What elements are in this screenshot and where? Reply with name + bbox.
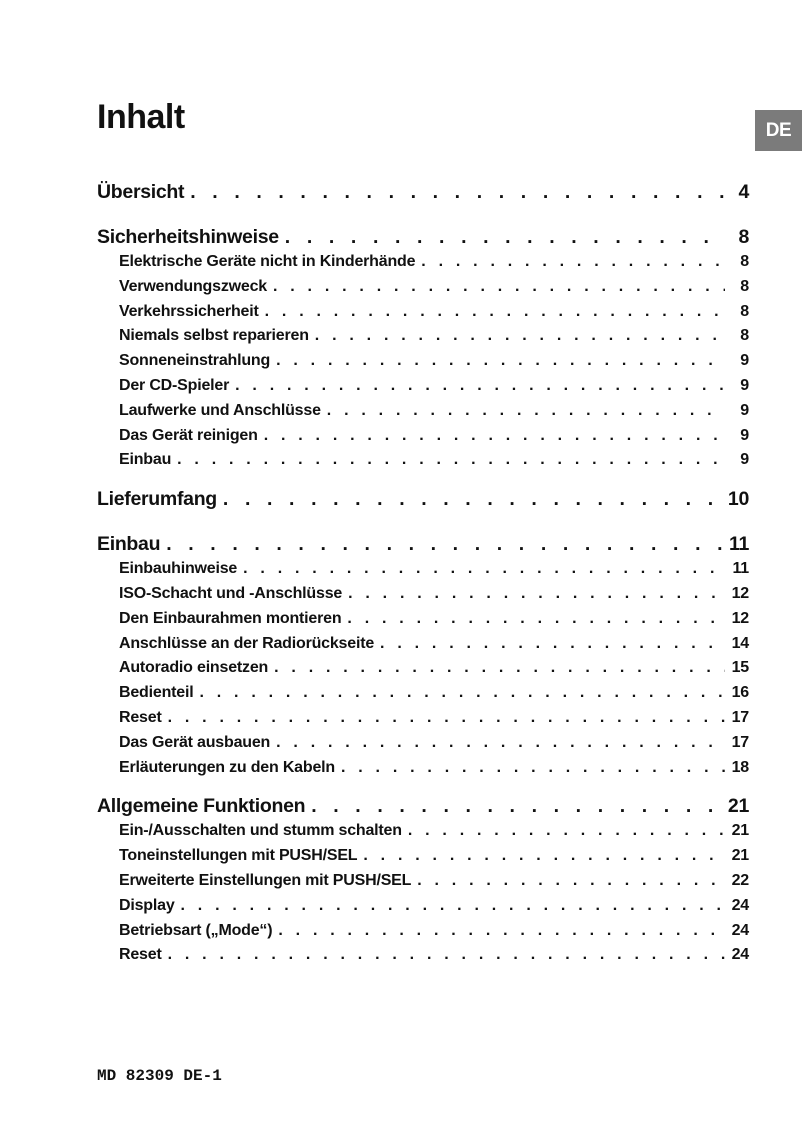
entry-label: Elektrische Geräte nicht in Kinderhände	[119, 253, 416, 270]
dot-leader	[199, 681, 725, 706]
entry-label: Anschlüsse an der Radiorückseite	[119, 634, 375, 652]
entry-label: Sonneneinstrahlung	[119, 352, 271, 370]
dot-leader	[278, 919, 725, 944]
page-number: 24	[731, 896, 749, 914]
toc-subentry[interactable]	[97, 844, 749, 869]
toc-section	[97, 486, 749, 512]
page-number: 9	[740, 376, 749, 394]
dot-leader	[327, 399, 725, 424]
page-number: 18	[731, 758, 749, 776]
toc-chapter-entry[interactable]	[97, 793, 749, 819]
toc-subentry[interactable]	[97, 250, 749, 275]
entry-label: Autoradio einsetzen	[119, 659, 269, 677]
dot-leader	[341, 756, 725, 781]
entry-label: Allgemeine Funktionen	[97, 795, 306, 818]
dot-leader	[223, 486, 722, 512]
page-number: 21	[731, 822, 749, 840]
entry-label: Lieferumfang	[97, 488, 217, 511]
toc-subentry[interactable]	[97, 582, 749, 607]
page-number: 8	[738, 226, 749, 248]
dot-leader	[264, 424, 725, 449]
toc-subentry[interactable]	[97, 756, 749, 781]
toc-subentry[interactable]	[97, 607, 749, 632]
entry-label: Bedienteil	[119, 684, 194, 702]
toc-subentry[interactable]	[97, 374, 749, 399]
dot-leader	[166, 531, 723, 557]
entry-label: Display	[119, 896, 175, 914]
entry-label: Einbau	[97, 533, 161, 556]
page-number: 17	[731, 733, 749, 751]
entry-label: Das Gerät reinigen	[119, 426, 258, 444]
page-number: 11	[732, 560, 749, 578]
page-number: 9	[740, 451, 749, 469]
dot-leader	[276, 731, 725, 756]
page-number: 21	[727, 795, 749, 818]
dot-leader	[190, 179, 725, 205]
language-tab: DE	[755, 110, 802, 151]
entry-label: Sicherheitshinweise	[97, 226, 279, 248]
entry-label: Verwendungszweck	[119, 277, 267, 295]
table-of-contents	[97, 179, 749, 968]
entry-label: Der CD-Spieler	[119, 376, 230, 394]
page-number: 16	[731, 684, 749, 702]
toc-section	[97, 531, 749, 780]
dot-leader	[276, 349, 725, 374]
dot-leader	[311, 793, 722, 819]
dot-leader	[421, 250, 725, 275]
toc-subentry[interactable]	[97, 424, 749, 449]
entry-label: Toneinstellungen mit PUSH/SEL	[119, 847, 358, 865]
toc-section	[97, 179, 749, 205]
toc-chapter-entry[interactable]	[97, 224, 749, 250]
dot-leader	[168, 706, 725, 731]
entry-label: Erläuterungen zu den Kabeln	[119, 758, 335, 776]
toc-subentry[interactable]	[97, 349, 749, 374]
toc-subentry[interactable]	[97, 448, 749, 473]
toc-section	[97, 224, 749, 473]
toc-subentry[interactable]	[97, 731, 749, 756]
page-number: 8	[740, 277, 749, 295]
toc-subentry[interactable]	[97, 681, 749, 706]
dot-leader	[168, 943, 725, 968]
entry-label: Reset	[119, 946, 162, 964]
page-title: Inhalt	[97, 98, 185, 136]
page-number: 9	[740, 426, 749, 444]
page-number: 12	[731, 609, 749, 627]
toc-chapter-entry[interactable]	[97, 486, 749, 512]
entry-label: Laufwerke und Anschlüsse	[119, 401, 321, 419]
toc-subentry[interactable]	[97, 894, 749, 919]
toc-subentry[interactable]	[97, 632, 749, 657]
page-number: 15	[731, 659, 749, 677]
entry-label: ISO-Schacht und -Anschlüsse	[119, 584, 343, 602]
dot-leader	[285, 224, 725, 250]
page-number: 24	[731, 921, 749, 939]
toc-subentry[interactable]	[97, 300, 749, 325]
toc-subentry[interactable]	[97, 656, 749, 681]
page-number: 22	[731, 871, 749, 889]
page-number: 14	[731, 634, 749, 652]
entry-label: Verkehrssicherheit	[119, 302, 259, 320]
dot-leader	[235, 374, 725, 399]
toc-subentry[interactable]	[97, 706, 749, 731]
entry-label: Einbau	[119, 451, 172, 469]
page-number: 21	[731, 847, 749, 865]
entry-label: Den Einbaurahmen montieren	[119, 609, 342, 627]
toc-subentry[interactable]	[97, 819, 749, 844]
entry-label: Erweiterte Einstellungen mit PUSH/SEL	[119, 871, 412, 889]
toc-subentry[interactable]	[97, 919, 749, 944]
dot-leader	[417, 869, 725, 894]
page-number: 10	[727, 488, 749, 511]
dot-leader	[265, 300, 725, 325]
dot-leader	[363, 844, 725, 869]
toc-chapter-entry[interactable]	[97, 179, 749, 205]
dot-leader	[181, 894, 725, 919]
toc-subentry[interactable]	[97, 943, 749, 968]
entry-label: Das Gerät ausbauen	[119, 733, 271, 751]
dot-leader	[273, 275, 725, 300]
page-number: 8	[740, 327, 749, 345]
toc-subentry[interactable]	[97, 869, 749, 894]
dot-leader	[243, 557, 725, 582]
dot-leader	[348, 582, 725, 607]
page-number: 17	[731, 708, 749, 726]
dot-leader	[315, 324, 725, 349]
dot-leader	[408, 819, 725, 844]
entry-label: Einbauhinweise	[119, 560, 238, 578]
toc-section	[97, 793, 749, 968]
page-number: 9	[740, 401, 749, 419]
toc-subentry[interactable]	[97, 557, 749, 582]
dot-leader	[380, 632, 725, 657]
toc-subentry[interactable]	[97, 275, 749, 300]
dot-leader	[274, 656, 725, 681]
toc-chapter-entry[interactable]	[97, 531, 749, 557]
page-number: 24	[731, 946, 749, 964]
dot-leader	[347, 607, 725, 632]
toc-subentry[interactable]	[97, 324, 749, 349]
page-number: 11	[728, 533, 749, 556]
entry-label: Übersicht	[97, 181, 185, 203]
entry-label: Ein-/Ausschalten und stumm schalten	[119, 822, 402, 840]
entry-label: Niemals selbst reparieren	[119, 327, 309, 345]
page-number: 8	[740, 302, 749, 320]
entry-label: Betriebsart („Mode“)	[119, 921, 273, 939]
page-number: 9	[740, 352, 749, 370]
page-number: 8	[740, 253, 749, 270]
page-number: 4	[738, 181, 749, 203]
page-number: 12	[731, 584, 749, 602]
dot-leader	[177, 448, 725, 473]
toc-subentry[interactable]	[97, 399, 749, 424]
footer-doc-id: MD 82309 DE-1	[97, 1067, 222, 1085]
entry-label: Reset	[119, 708, 162, 726]
